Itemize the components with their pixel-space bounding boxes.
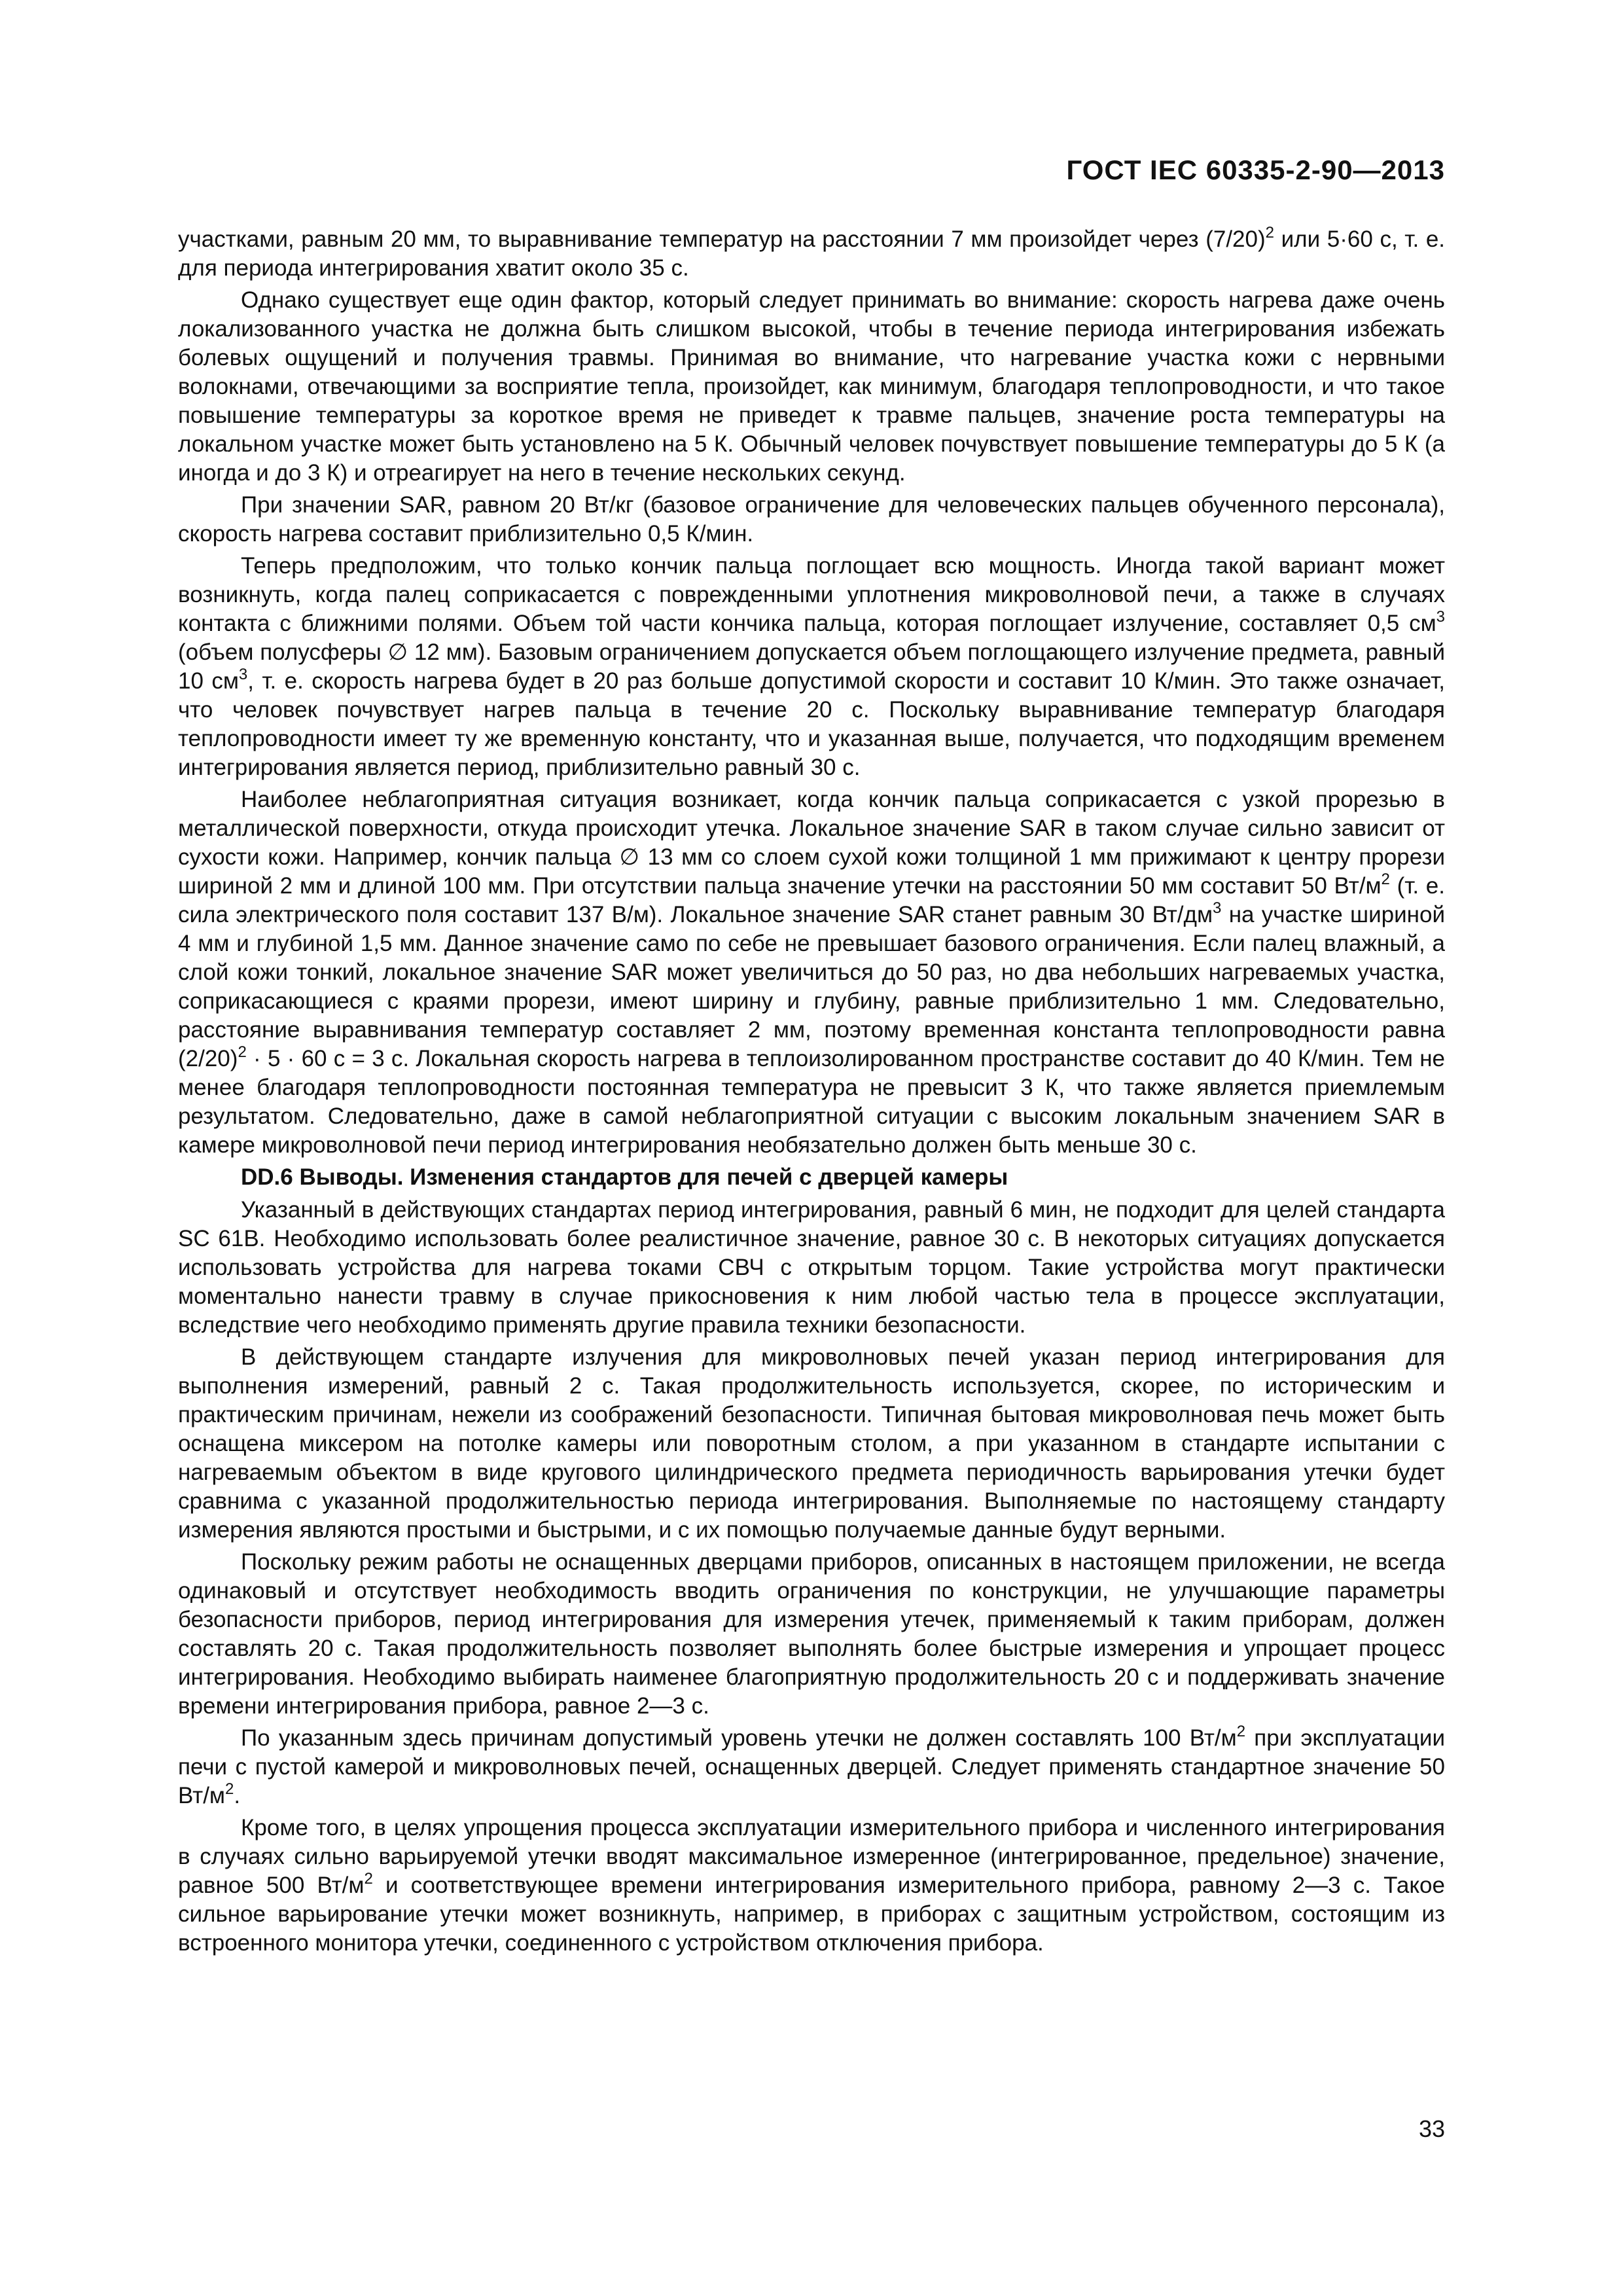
text-run: Наиболее неблагоприятная ситуация возникает, когда кончик пальца соприкасается с узкой прорезью в металлической поверхности, откуда происходит утечка. Локальное значение SAR в таком случае сильно зависит от сухости кожи. Например, кончик пальца ∅ 13 мм со слоем сухой кожи толщиной 1 мм прижимают к центру прорези шириной 2 мм и длиной 100 мм. При отсутствии пальца значение утечки на расстоянии 50 мм составит 50 Вт/м [178,787,1445,899]
text-run: · 5 · 60 с = 3 с. Локальная скорость нагрева в теплоизолированном пространстве составит до 40 К/мин. Тем не менее благодаря теплопроводности постоянная температура не превысит 3 К, что также является приемлемым результатом. Следовательно, даже в самой неблагоприятной ситуации с высоким локальным значением SAR в камере микроволновой печи период интегрирования необязательно должен быть меньше 30 с. [178,1046,1445,1158]
paragraph-emission-standard [178,1343,1445,1545]
paragraph-sar-value [178,491,1445,548]
paragraph-fingertip [178,552,1445,782]
paragraph-leakage-limit [178,1724,1445,1810]
text-run: При значении SAR, равном 20 Вт/кг (базовое ограничение для человеческих пальцев обученного персонала), скорость нагрева составит приблизительно 0,5 К/мин. [178,492,1445,547]
text-run: Указанный в действующих стандартах период интегрирования, равный 6 мин, не подходит для целей стандарта SC 61B. Необходимо использовать более реалистичное значение, равное 30 с. В некоторых ситуациях допускается использовать устройства для нагрева токами СВЧ с открытым торцом. Такие устройства могут практически моментально нанести травму в случае прикосновения к ним любой частью тела в процессе эксплуатации, вследствие чего необходимо применять другие правила техники безопасности. [178,1197,1445,1338]
document-body [178,225,1445,1961]
superscript: 3 [1436,608,1445,626]
paragraph-continuation [178,225,1445,283]
text-run: Кроме того, в целях упрощения процесса эксплуатации измерительного прибора и численного интегрирования в случаях сильно варьируемой утечки вводят максимальное измеренное (интегрированное, предельное) значение, равное 500 Вт/м [178,1815,1445,1898]
text-run: По указанным здесь причинам допустимый уровень утечки не должен составлять 100 Вт/м [241,1725,1237,1751]
superscript: 3 [1213,899,1222,917]
paragraph-worst-case [178,785,1445,1160]
text-run: , т. е. скорость нагрева будет в 20 раз больше допустимой скорости и составит 10 К/мин. Это также означает, что человек почувствует нагрев пальца в течение 20 с. Поскольку выравнивание температур благодаря теплопроводности имеет ту же временную константу, что и указанная выше, получается, что подходящим временем интегрирования является период, приблизительно равный 30 с. [178,668,1446,780]
superscript: 2 [1381,870,1390,888]
text-run: В действующем стандарте излучения для микроволновых печей указан период интегрирования для выполнения измерений, равный 2 с. Такая продолжительность используется, скорее, по историческим и практическим причинам, нежели из соображений безопасности. Типичная бытовая микроволновая печь может быть оснащена миксером на потолке камеры или поворотным столом, а при указанном в стандарте испытании с нагреваемым объектом в виде кругового цилиндрического предмета периодичность варьирования утечки будет сравнима с указанной продолжительностью периода интегрирования. Выполняемые по настоящему стандарту измерения являются простыми и быстрыми, и с их помощью получаемые данные будут верными. [178,1344,1445,1543]
paragraph-heating-rate [178,286,1445,488]
superscript: 2 [364,1870,373,1888]
paragraph-max-measured [178,1814,1445,1958]
text-run: (объем полусферы ∅ 12 мм). Базовым ограничением допускается объем поглощающего излучение предмета, равный 10 см [178,639,1445,694]
superscript: 3 [238,666,248,683]
text-run: и соответствующее времени интегрирования измерительного прибора, равному 2—3 с. Такое сильное варьирование утечки может возникнуть, например, в приборах с защитным устройством, состоящим из встроенного монитора утечки, соединенного с устройством отключения прибора. [178,1873,1445,1956]
text-run: участками, равным 20 мм, то выравнивание температур на расстоянии 7 мм произойдет через (7/20) [178,226,1266,252]
text-run: Поскольку режим работы не оснащенных дверцами приборов, описанных в настоящем приложении, не всегда одинаковый и отсутствует необходимость вводить ограничения по конструкции, не улучшающие параметры безопасности приборов, период интегрирования для измерения утечек, применяемый к таким приборам, должен составлять 20 с. Такая продолжительность позволяет выполнять более быстрые измерения и упрощает процесс интегрирования. Необходимо выбирать наименее благоприятную продолжительность 20 с и поддерживать значение времени интегрирования прибора, равное 2—3 с. [178,1549,1445,1719]
text-run: (т. е. сила электрического поля составит 137 В/м). Локальное значение SAR станет равным 30 Вт/дм [178,873,1445,927]
page-number: 33 [1418,2115,1445,2142]
superscript: 2 [225,1780,234,1798]
paragraph-doorless-appliances [178,1548,1445,1721]
text-run: при эксплуатации печи с пустой камерой и микроволновых печей, оснащенных дверцей. Следует применять стандартное значение 50 Вт/м [178,1725,1445,1808]
text-run: на участке шириной 4 мм и глубиной 1,5 мм. Данное значение само по себе не превышает базового ограничения. Если палец влажный, а слой кожи тонкий, локальное значение SAR может увеличиться до 50 раз, но два небольших нагреваемых участка, соприкасающиеся с краями прорези, имеют ширину и глубину, равные приблизительно 1 мм. Следовательно, расстояние выравнивания температур составляет 2 мм, поэтому временная константа теплопроводности равна (2/20) [178,902,1446,1071]
superscript: 2 [1265,224,1274,242]
paragraph-current-standards [178,1196,1445,1340]
standard-header: ГОСТ IEC 60335-2-90—2013 [1066,154,1445,185]
text-run: Теперь предположим, что только кончик пальца поглощает всю мощность. Иногда такой вариант может возникнуть, когда палец соприкасается с поврежденными уплотнения микроволновой печи, а также в случаях контакта с ближними полями. Объем той части кончика пальца, которая поглощает излучение, составляет 0,5 см [178,553,1445,636]
superscript: 2 [1236,1723,1246,1740]
text-run: Однако существует еще один фактор, который следует принимать во внимание: скорость нагрева даже очень локализованного участка не должна быть слишком высокой, чтобы в течение периода интегрирования избежать болевых ощущений и получения травмы. Принимая во внимание, что нагревание участка кожи с нервными волокнами, отвечающими за восприятие тепла, произойдет, как минимум, благодаря теплопроводности, и что такое повышение температуры за короткое время не приведет к травме пальцев, значение роста температуры на локальном участке может быть установлено на 5 К. Обычный человек почувствует повышение температуры до 5 К (а иногда и до 3 К) и отреагирует на него в течение нескольких секунд. [178,287,1445,486]
text-run: или 5·60 с, т. е. для периода интегрирования хватит около 35 с. [178,226,1446,281]
superscript: 2 [238,1043,247,1061]
text-run: . [234,1783,241,1808]
section-heading: DD.6 Выводы. Изменения стандартов для печей с дверцей камеры [241,1164,1008,1190]
